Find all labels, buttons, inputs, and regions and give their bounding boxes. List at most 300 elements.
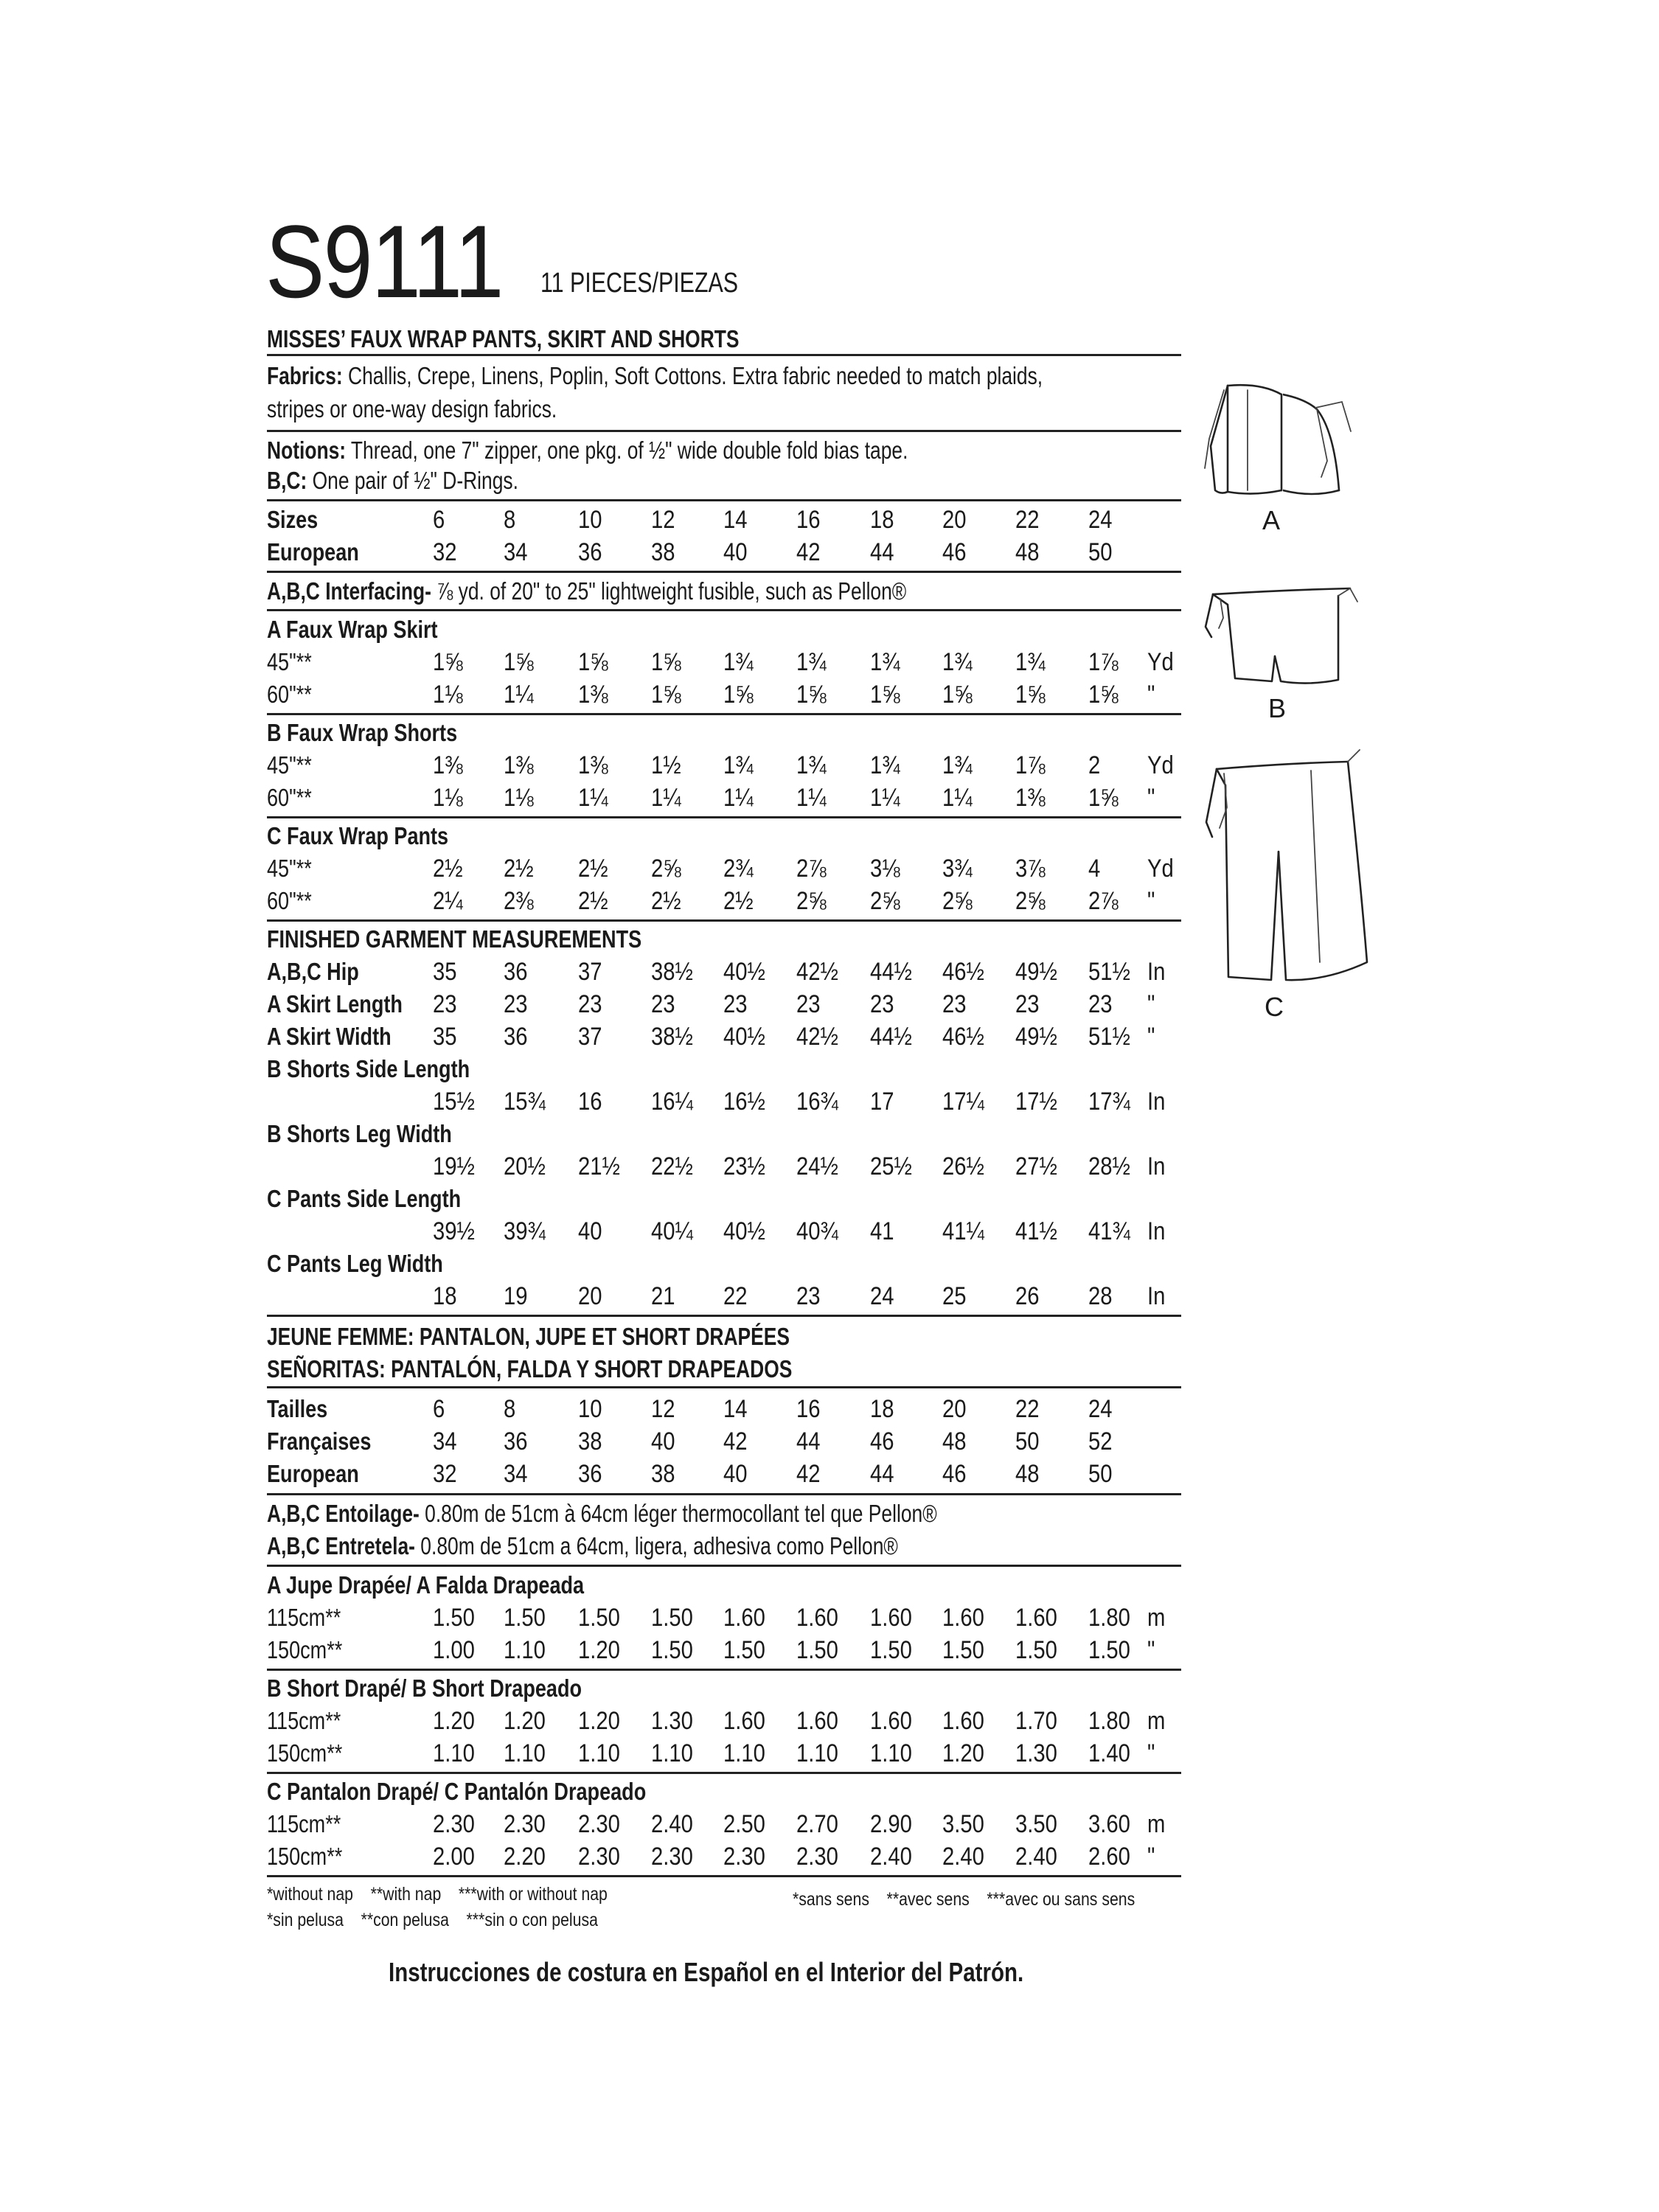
view-c-pants-illustration bbox=[1200, 741, 1371, 992]
table-cell-wrap bbox=[870, 1604, 919, 1632]
table-cell: 1.20 bbox=[578, 1707, 620, 1735]
table-cell: 17 bbox=[870, 1088, 894, 1116]
table-cell: 2.30 bbox=[796, 1843, 838, 1871]
table-cell-wrap bbox=[504, 958, 532, 987]
table-cell: 2¾ bbox=[723, 855, 754, 883]
table-cell: 6 bbox=[433, 506, 445, 534]
table-cell-wrap bbox=[1088, 1427, 1116, 1456]
table-cell-wrap bbox=[504, 1460, 532, 1489]
table-cell: 37 bbox=[578, 958, 602, 986]
table-cell: 24 bbox=[1088, 506, 1113, 534]
finished-rule bbox=[267, 1315, 1181, 1317]
table-cell-wrap bbox=[651, 538, 679, 567]
table-cell-wrap bbox=[723, 1395, 751, 1424]
table-cell: 36 bbox=[504, 1427, 528, 1455]
measurement-label: C Pants Side Length bbox=[267, 1185, 462, 1212]
yardage-rule bbox=[267, 713, 1181, 715]
table-cell: 1⅝ bbox=[651, 681, 681, 709]
table-cell-wrap bbox=[1088, 1707, 1137, 1736]
table-cell-wrap bbox=[870, 681, 905, 709]
table-cell: 2.40 bbox=[870, 1843, 912, 1871]
table-cell: 23 bbox=[578, 990, 602, 1018]
table-cell: 40 bbox=[651, 1427, 675, 1455]
fabric-width-label-wrap bbox=[267, 1707, 357, 1735]
table-cell: 21 bbox=[651, 1282, 675, 1310]
table-cell-wrap bbox=[433, 506, 447, 535]
table-cell-wrap bbox=[578, 506, 606, 535]
table-cell: 1.30 bbox=[651, 1707, 693, 1735]
table-cell-wrap bbox=[1088, 1217, 1137, 1246]
yardage-section-title-wrap bbox=[267, 822, 488, 850]
table-cell: 35 bbox=[433, 1023, 457, 1051]
table-cell-wrap bbox=[504, 681, 538, 709]
table-cell: 1.10 bbox=[433, 1739, 475, 1767]
table-cell: 38½ bbox=[651, 958, 693, 986]
table-cell-wrap bbox=[433, 1217, 481, 1246]
table-cell: 1.80 bbox=[1088, 1707, 1130, 1735]
table-cell: 36 bbox=[504, 1023, 528, 1051]
table-cell-wrap bbox=[942, 990, 970, 1019]
table-cell: 1.10 bbox=[870, 1739, 912, 1767]
table-cell-wrap bbox=[433, 1636, 481, 1665]
table-cell: 41¼ bbox=[942, 1217, 984, 1245]
table-cell-wrap bbox=[723, 1843, 772, 1871]
table-cell: 41¾ bbox=[1088, 1217, 1130, 1245]
table-cell-wrap bbox=[870, 1707, 919, 1736]
table-cell: 23 bbox=[942, 990, 967, 1018]
table-cell-wrap bbox=[1015, 681, 1050, 709]
unit-label: In bbox=[1147, 1282, 1166, 1310]
table-cell-wrap bbox=[942, 855, 977, 883]
table-cell-wrap bbox=[578, 1604, 627, 1632]
table-cell-wrap bbox=[651, 855, 686, 883]
table-cell: 21½ bbox=[578, 1152, 620, 1180]
table-cell-wrap bbox=[723, 887, 758, 916]
table-cell-wrap bbox=[433, 887, 467, 916]
table-cell-wrap bbox=[578, 1152, 627, 1181]
table-cell-wrap bbox=[504, 1282, 532, 1311]
fabric-width-label-wrap bbox=[267, 784, 321, 812]
entoilage-line bbox=[267, 1500, 937, 1528]
entretela-line-wrap bbox=[267, 1532, 1056, 1560]
table-cell-wrap bbox=[1015, 1636, 1064, 1665]
table-cell: 1¾ bbox=[870, 751, 900, 779]
table-cell-wrap bbox=[578, 681, 613, 709]
table-cell-wrap bbox=[796, 506, 824, 535]
table-cell-wrap bbox=[1015, 506, 1043, 535]
table-cell-wrap bbox=[723, 1739, 772, 1768]
table-cell-wrap bbox=[942, 1636, 991, 1665]
table-cell-wrap bbox=[942, 958, 991, 987]
table-cell: 2⅝ bbox=[942, 887, 973, 915]
table-cell-wrap bbox=[942, 784, 977, 813]
table-cell: 23 bbox=[433, 990, 457, 1018]
garment-title-wrap bbox=[267, 325, 858, 353]
unit-label: " bbox=[1147, 1636, 1155, 1664]
table-cell-wrap bbox=[433, 1152, 481, 1181]
table-cell: 2.30 bbox=[578, 1810, 620, 1838]
unit-label: In bbox=[1147, 958, 1166, 986]
table-cell-wrap bbox=[1088, 958, 1137, 987]
unit-label-wrap bbox=[1147, 1739, 1156, 1768]
unit-label: " bbox=[1147, 681, 1155, 709]
table-cell: 4 bbox=[1088, 855, 1101, 883]
table-cell: 38 bbox=[651, 538, 675, 566]
table-cell: 16¾ bbox=[796, 1088, 838, 1116]
table-cell: 1¾ bbox=[723, 648, 754, 676]
table-cell: 1¾ bbox=[870, 648, 900, 676]
table-cell-wrap bbox=[942, 1395, 970, 1424]
row-label-wrap bbox=[267, 1395, 341, 1423]
table-cell: 42 bbox=[796, 538, 821, 566]
table-cell: 22 bbox=[723, 1282, 748, 1310]
table-cell-wrap bbox=[870, 1460, 898, 1489]
table-cell: 3⅛ bbox=[870, 855, 900, 883]
table-cell: 1¾ bbox=[796, 751, 827, 779]
fabric-width-label-wrap bbox=[267, 1604, 357, 1632]
table-cell-wrap bbox=[942, 1217, 991, 1246]
table-cell-wrap bbox=[723, 1460, 751, 1489]
table-cell-wrap bbox=[723, 1636, 772, 1665]
table-cell: 18 bbox=[433, 1282, 457, 1310]
table-cell-wrap bbox=[796, 990, 824, 1019]
table-cell-wrap bbox=[578, 1088, 606, 1116]
table-cell: 48 bbox=[942, 1427, 967, 1455]
table-cell: 1.60 bbox=[796, 1604, 838, 1632]
notions-line1-wrap bbox=[267, 437, 1068, 465]
table-cell-wrap bbox=[942, 1427, 970, 1456]
table-cell: 46 bbox=[870, 1427, 894, 1455]
table-cell: 3.60 bbox=[1088, 1810, 1130, 1838]
table-cell: 1.10 bbox=[651, 1739, 693, 1767]
unit-label: m bbox=[1147, 1604, 1166, 1632]
table-cell-wrap bbox=[870, 1088, 898, 1116]
table-cell-wrap bbox=[504, 1810, 552, 1839]
table-cell-wrap bbox=[1088, 990, 1116, 1019]
table-cell-wrap bbox=[433, 1739, 481, 1768]
fabric-width-label: 45"** bbox=[267, 855, 312, 882]
table-cell-wrap bbox=[723, 648, 758, 677]
table-cell: 1.10 bbox=[723, 1739, 765, 1767]
table-cell-wrap bbox=[1015, 784, 1050, 813]
spanish-instructions-note: Instrucciones de costura en Español en el Interior del Patrón. bbox=[389, 1957, 1024, 1987]
table-cell: 2½ bbox=[433, 855, 463, 883]
table-cell-wrap bbox=[1015, 1427, 1043, 1456]
table-cell: 34 bbox=[504, 538, 528, 566]
table-cell-wrap bbox=[651, 1604, 700, 1632]
row-label: European bbox=[267, 1460, 359, 1487]
table-cell: 20 bbox=[578, 1282, 602, 1310]
table-cell-wrap bbox=[1015, 1282, 1043, 1311]
table-cell: 17½ bbox=[1015, 1088, 1057, 1116]
table-cell-wrap bbox=[796, 1739, 845, 1768]
table-cell-wrap bbox=[723, 784, 758, 813]
table-cell: 32 bbox=[433, 1460, 457, 1488]
table-cell-wrap bbox=[651, 1810, 700, 1839]
table-cell: 20½ bbox=[504, 1152, 546, 1180]
table-cell: 46 bbox=[942, 1460, 967, 1488]
table-cell-wrap bbox=[1015, 1023, 1064, 1051]
fabrics-line2-wrap bbox=[267, 395, 630, 423]
table-cell-wrap bbox=[651, 1460, 679, 1489]
table-cell-wrap bbox=[796, 1460, 824, 1489]
table-cell: 22½ bbox=[651, 1152, 693, 1180]
table-cell-wrap bbox=[433, 1707, 481, 1736]
table-cell: 52 bbox=[1088, 1427, 1113, 1455]
unit-label-wrap bbox=[1147, 681, 1156, 709]
table-cell: 2.30 bbox=[651, 1843, 693, 1871]
table-cell-wrap bbox=[578, 990, 606, 1019]
table-cell: 24½ bbox=[796, 1152, 838, 1180]
table-cell-wrap bbox=[578, 1282, 606, 1311]
measurement-label: C Pants Leg Width bbox=[267, 1250, 443, 1277]
french-title: JEUNE FEMME: PANTALON, JUPE ET SHORT DRAPÉES bbox=[267, 1323, 790, 1350]
table-cell-wrap bbox=[942, 1282, 970, 1311]
table-cell-wrap bbox=[433, 1282, 461, 1311]
view-c-label: C bbox=[1265, 992, 1284, 1022]
table-cell-wrap bbox=[433, 648, 467, 677]
table-cell: 2.20 bbox=[504, 1843, 546, 1871]
table-cell-wrap bbox=[504, 751, 538, 780]
table-cell-wrap bbox=[578, 855, 613, 883]
table-cell-wrap bbox=[723, 990, 751, 1019]
table-cell: 25 bbox=[942, 1282, 967, 1310]
table-cell: 16¼ bbox=[651, 1088, 693, 1116]
fabric-width-label-wrap bbox=[267, 1636, 359, 1664]
table-cell: 1.60 bbox=[1015, 1604, 1057, 1632]
unit-label: " bbox=[1147, 1843, 1155, 1871]
table-cell: 37 bbox=[578, 1023, 602, 1051]
unit-label: In bbox=[1147, 1217, 1166, 1245]
table-cell: 1⅝ bbox=[796, 681, 827, 709]
table-cell: 8 bbox=[504, 506, 516, 534]
table-cell-wrap bbox=[433, 1460, 461, 1489]
table-cell-wrap bbox=[796, 1395, 824, 1424]
fabric-width-label: 150cm** bbox=[267, 1636, 343, 1663]
table-cell: 1⅝ bbox=[504, 648, 534, 676]
row-label-wrap bbox=[267, 538, 379, 566]
table-cell-wrap bbox=[1015, 958, 1064, 987]
nap-note-es: *sin pelusa **con pelusa ***sin o con pelusa bbox=[267, 1910, 598, 1930]
table-cell: 2⅜ bbox=[504, 887, 534, 915]
table-cell: 1⅛ bbox=[433, 784, 463, 812]
table-cell: 35 bbox=[433, 958, 457, 986]
unit-label-wrap bbox=[1147, 1843, 1156, 1871]
table-cell-wrap bbox=[433, 1395, 447, 1424]
table-cell: 50 bbox=[1088, 538, 1113, 566]
table-cell-wrap bbox=[870, 1152, 919, 1181]
table-cell-wrap bbox=[1015, 1707, 1064, 1736]
table-cell: 26½ bbox=[942, 1152, 984, 1180]
table-cell-wrap bbox=[651, 990, 679, 1019]
table-cell-wrap bbox=[1088, 538, 1116, 567]
table-cell: 1⅜ bbox=[578, 751, 608, 779]
table-cell-wrap bbox=[1088, 681, 1123, 709]
table-cell-wrap bbox=[942, 506, 970, 535]
table-cell: 1⅜ bbox=[578, 681, 608, 709]
table-cell: 3¾ bbox=[942, 855, 973, 883]
table-cell: 32 bbox=[433, 538, 457, 566]
table-cell-wrap bbox=[651, 1152, 700, 1181]
fabric-width-label-wrap bbox=[267, 887, 321, 915]
table-cell-wrap bbox=[796, 1152, 845, 1181]
table-cell-wrap bbox=[870, 1810, 919, 1839]
yardage-section-title-wrap bbox=[267, 719, 499, 747]
measurement-label: B Shorts Side Length bbox=[267, 1055, 470, 1082]
table-cell: 17¾ bbox=[1088, 1088, 1130, 1116]
pieces-count-wrap bbox=[540, 268, 787, 299]
table-cell-wrap bbox=[651, 1023, 700, 1051]
table-cell-wrap bbox=[1088, 506, 1116, 535]
table-cell: 1.60 bbox=[796, 1707, 838, 1735]
unit-label-wrap bbox=[1147, 855, 1178, 883]
table-cell-wrap bbox=[796, 1427, 824, 1456]
table-cell-wrap bbox=[651, 1707, 700, 1736]
table-cell: 2⅝ bbox=[651, 855, 681, 883]
table-cell-wrap bbox=[433, 1810, 481, 1839]
table-cell-wrap bbox=[651, 1843, 700, 1871]
table-cell: 44½ bbox=[870, 958, 912, 986]
entretela-line-text: 0.80m de 51cm a 64cm, ligera, adhesiva como Pellon® bbox=[414, 1532, 898, 1559]
table-cell: 2.00 bbox=[433, 1843, 475, 1871]
table-cell: 19 bbox=[504, 1282, 528, 1310]
table-cell-wrap bbox=[1088, 648, 1123, 677]
notions-line2-wrap bbox=[267, 467, 581, 495]
table-cell: 1⅝ bbox=[1015, 681, 1046, 709]
table-cell-wrap bbox=[1015, 1739, 1064, 1768]
intl-title-rule bbox=[267, 1386, 1181, 1388]
table-cell-wrap bbox=[433, 681, 467, 709]
table-cell-wrap bbox=[942, 1707, 991, 1736]
table-cell: 28½ bbox=[1088, 1152, 1130, 1180]
table-cell-wrap bbox=[651, 784, 686, 813]
unit-label: " bbox=[1147, 1023, 1155, 1051]
entoilage-rule bbox=[267, 1565, 1181, 1567]
table-cell-wrap bbox=[1088, 855, 1102, 883]
table-cell: 15½ bbox=[433, 1088, 475, 1116]
table-cell: 1.60 bbox=[870, 1707, 912, 1735]
table-cell-wrap bbox=[651, 1636, 700, 1665]
table-cell: 1.10 bbox=[796, 1739, 838, 1767]
measurement-label-wrap bbox=[267, 1120, 493, 1148]
table-cell: 1⅝ bbox=[1088, 681, 1119, 709]
table-cell-wrap bbox=[942, 1604, 991, 1632]
unit-label-wrap bbox=[1147, 1023, 1156, 1051]
table-cell: 24 bbox=[1088, 1395, 1113, 1423]
table-cell-wrap bbox=[504, 1023, 532, 1051]
yardage-rule bbox=[267, 1875, 1181, 1877]
table-cell: 2⅝ bbox=[870, 887, 900, 915]
table-cell: 49½ bbox=[1015, 958, 1057, 986]
fabric-width-label: 150cm** bbox=[267, 1843, 343, 1870]
fabrics-line1-label: Fabrics: bbox=[267, 362, 343, 389]
table-cell-wrap bbox=[870, 887, 905, 916]
table-cell: 27½ bbox=[1015, 1152, 1057, 1180]
table-cell-wrap bbox=[870, 1843, 919, 1871]
table-cell: 42 bbox=[796, 1460, 821, 1488]
table-cell: 1¾ bbox=[942, 648, 973, 676]
table-cell: 40 bbox=[723, 1460, 748, 1488]
fabrics-line1-text: Challis, Crepe, Linens, Poplin, Soft Cottons. Extra fabric needed to match plaids, bbox=[342, 362, 1043, 389]
table-cell: 23 bbox=[723, 990, 748, 1018]
interfacing-rule bbox=[267, 609, 1181, 611]
table-cell: 17¼ bbox=[942, 1088, 984, 1116]
table-cell: 1⅞ bbox=[1015, 751, 1046, 779]
unit-label-wrap bbox=[1147, 1604, 1168, 1632]
fabric-width-label-wrap bbox=[267, 1810, 357, 1838]
fabric-width-label-wrap bbox=[267, 648, 321, 676]
table-cell: 49½ bbox=[1015, 1023, 1057, 1051]
table-cell-wrap bbox=[578, 1707, 627, 1736]
table-cell: 1.20 bbox=[942, 1739, 984, 1767]
table-cell-wrap bbox=[504, 1152, 552, 1181]
table-cell-wrap bbox=[796, 648, 831, 677]
table-cell-wrap bbox=[1015, 990, 1043, 1019]
table-cell: 2½ bbox=[578, 887, 608, 915]
table-cell-wrap bbox=[723, 855, 758, 883]
view-b-shorts-illustration bbox=[1198, 582, 1360, 693]
table-cell: 1¼ bbox=[870, 784, 900, 812]
table-cell: 1⅝ bbox=[870, 681, 900, 709]
table-cell: 2.50 bbox=[723, 1810, 765, 1838]
table-cell-wrap bbox=[578, 538, 606, 567]
table-cell: 23 bbox=[504, 990, 528, 1018]
nap-note-fr-wrap bbox=[793, 1889, 1195, 1910]
fabric-width-label-wrap bbox=[267, 855, 321, 883]
table-cell-wrap bbox=[1015, 1088, 1064, 1116]
measurement-label-wrap bbox=[267, 1055, 515, 1083]
entoilage-line-wrap bbox=[267, 1500, 1105, 1528]
notions-line2-label: B,C: bbox=[267, 467, 307, 494]
pattern-number-wrap bbox=[265, 204, 541, 319]
table-cell-wrap bbox=[1088, 1282, 1116, 1311]
table-cell: 1.60 bbox=[723, 1604, 765, 1632]
notions-line1-text: Thread, one 7" zipper, one pkg. of ½" wide double fold bias tape. bbox=[346, 437, 908, 464]
table-cell: 14 bbox=[723, 506, 748, 534]
table-cell: 2⅞ bbox=[1088, 887, 1119, 915]
table-cell-wrap bbox=[796, 1088, 845, 1116]
table-cell: 41½ bbox=[1015, 1217, 1057, 1245]
unit-label-wrap bbox=[1147, 1810, 1168, 1839]
table-cell: 1.70 bbox=[1015, 1707, 1057, 1735]
table-cell: 1⅝ bbox=[651, 648, 681, 676]
table-cell-wrap bbox=[504, 887, 538, 916]
table-cell: 16 bbox=[796, 506, 821, 534]
row-label-wrap bbox=[267, 1460, 379, 1488]
measurement-label: A Skirt Width bbox=[267, 1023, 392, 1050]
yardage-section-title: A Faux Wrap Skirt bbox=[267, 616, 438, 643]
table-cell: 2.30 bbox=[433, 1810, 475, 1838]
yardage-section-title-wrap bbox=[267, 1674, 651, 1703]
table-cell: 1.20 bbox=[433, 1707, 475, 1735]
table-cell: 1.10 bbox=[504, 1636, 546, 1664]
table-cell-wrap bbox=[433, 1427, 461, 1456]
table-cell: 34 bbox=[504, 1460, 528, 1488]
table-cell-wrap bbox=[723, 1810, 772, 1839]
table-cell-wrap bbox=[723, 751, 758, 780]
table-cell-wrap bbox=[578, 887, 613, 916]
table-cell: 2¼ bbox=[433, 887, 463, 915]
table-cell: 23 bbox=[796, 990, 821, 1018]
table-cell: 1¼ bbox=[651, 784, 681, 812]
table-cell-wrap bbox=[723, 681, 758, 709]
table-cell: 16½ bbox=[723, 1088, 765, 1116]
table-cell: 51½ bbox=[1088, 958, 1130, 986]
table-cell-wrap bbox=[1088, 1460, 1116, 1489]
table-cell-wrap bbox=[942, 681, 977, 709]
yardage-section-title: B Faux Wrap Shorts bbox=[267, 719, 458, 746]
table-cell: 38½ bbox=[651, 1023, 693, 1051]
